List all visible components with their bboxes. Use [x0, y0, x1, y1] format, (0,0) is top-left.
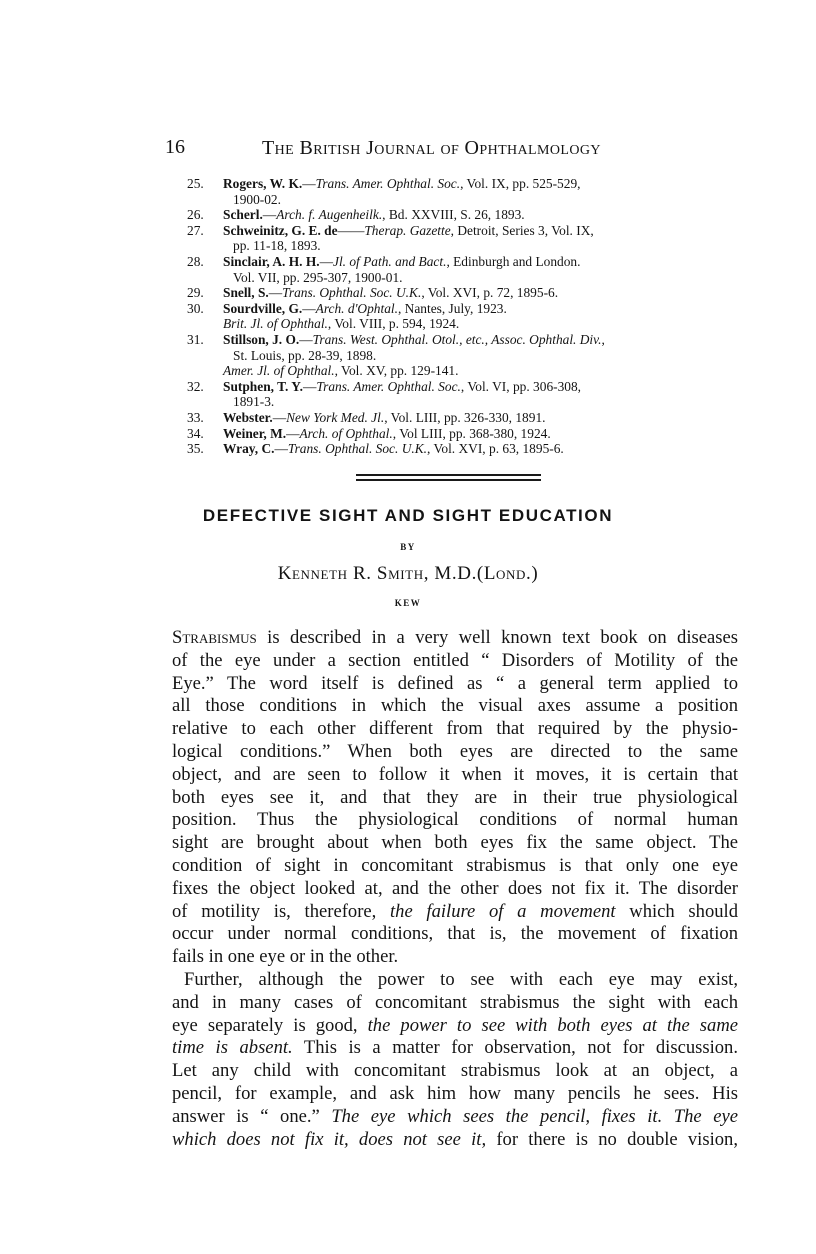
text-run: , Vol. IX, pp. 525-529, [460, 176, 581, 191]
ref-author: Sourdville, G. [223, 300, 303, 316]
text-run: , Bd. XXVIII, S. 26, 1893. [382, 207, 525, 223]
text-run: — [272, 409, 287, 425]
text-run: Strabismus [172, 627, 257, 648]
reference-line [223, 316, 747, 332]
text-run: , [601, 331, 605, 347]
reference-entry [187, 441, 747, 457]
text-run: object, and are seen to follow it when it moves, it is certain that [172, 763, 738, 785]
text-run: of the eye under a section entitled “ Disorders of Motility of the [172, 649, 738, 671]
text-line [172, 878, 738, 901]
ref-author: Rogers, W. K. [223, 176, 303, 191]
text-run: position. Thus the physiological conditions of normal human [172, 809, 738, 831]
text-run: , Vol. VI, pp. 306-308, [460, 378, 582, 394]
reference-number: 26. [187, 207, 204, 223]
italic-text: New York Med. Jl. [286, 409, 385, 425]
text-run: 1891-3. [233, 394, 275, 410]
text-run: , Vol. VIII, p. 594, 1924. [327, 316, 460, 332]
text-line [172, 1129, 738, 1152]
reference-entry [187, 410, 747, 426]
section-divider-top [356, 474, 541, 476]
italic-text: Jl. of Path. and Bact. [333, 253, 447, 269]
reference-entry [187, 223, 747, 254]
text-line [172, 901, 738, 924]
text-line [172, 650, 738, 673]
italic-text: which does not fix it, does not see it, [172, 1128, 487, 1150]
text-run: and in many cases of concomitant strabismus the sight with each [172, 991, 738, 1013]
text-run: pencil, for example, and ask him how many pencils he sees. His [172, 1082, 738, 1104]
text-run: relative to each other different from that required by the physio- [172, 718, 738, 740]
reference-number: 33. [187, 409, 204, 425]
text-run: — [268, 285, 283, 301]
text-run: of motility is, therefore, [172, 900, 390, 922]
text-run: — [319, 253, 333, 269]
text-line [172, 1060, 738, 1083]
text-run: condition of sight in concomitant strabismus is that only one eye [172, 854, 738, 876]
italic-text: Trans. Amer. Ophthal. Soc. [315, 176, 461, 191]
ref-author: Weiner, M. [223, 425, 287, 441]
text-run: 1900-02. [233, 191, 281, 207]
italic-text: Trans. Amer. Ophthal. Soc. [316, 378, 461, 394]
text-line [172, 627, 738, 650]
italic-text: Trans. Ophthal. Soc. U.K. [287, 441, 427, 457]
reference-line [223, 410, 747, 426]
reference-entry [187, 285, 747, 301]
reference-line [223, 301, 747, 317]
italic-text: Arch. d'Ophtal. [315, 300, 398, 316]
text-line [172, 832, 738, 855]
page-number: 16 [165, 136, 185, 158]
body-paragraph [172, 969, 738, 1151]
italic-text: Arch. of Ophthal. [299, 425, 393, 441]
text-line [172, 718, 738, 741]
text-run: , Vol. XV, pp. 129-141. [334, 363, 459, 379]
text-run: , Detroit, Series 3, Vol. IX, [450, 222, 594, 238]
reference-line [223, 441, 747, 457]
text-run: occur under normal conditions, that is, the movement of fixation [172, 923, 738, 945]
text-run: sight are brought about when both eyes fix the same object. The [172, 832, 738, 854]
italic-text: time is absent. [172, 1037, 293, 1059]
article-title: DEFECTIVE SIGHT AND SIGHT EDUCATION [202, 506, 614, 525]
reference-entry [187, 426, 747, 442]
text-line [172, 1037, 738, 1060]
reference-number: 29. [187, 285, 204, 301]
text-line [172, 855, 738, 878]
text-run: , Vol. XVI, p. 63, 1895-6. [427, 441, 564, 457]
text-run: which should [615, 900, 739, 922]
reference-entry [187, 254, 747, 285]
text-line [172, 946, 738, 969]
reference-list [187, 176, 747, 457]
page-header [165, 136, 735, 160]
text-run: — [286, 425, 300, 441]
reference-number: 35. [187, 441, 204, 457]
text-line [172, 741, 738, 764]
text-run: logical conditions.” When both eyes are directed to the same [172, 740, 738, 762]
reference-number: 32. [187, 378, 204, 394]
text-line [172, 1083, 738, 1106]
by-line: BY [400, 542, 416, 552]
reference-entry [187, 176, 747, 207]
text-run: — [302, 300, 316, 316]
text-line [172, 969, 738, 992]
italic-text: Brit. Jl. of Ophthal. [223, 316, 328, 332]
reference-number: 25. [187, 176, 204, 191]
text-run: , Nantes, July, 1923. [397, 300, 507, 316]
reference-entry [187, 301, 747, 332]
text-line [172, 923, 738, 946]
text-line [172, 992, 738, 1015]
ref-author: Sutphen, T. Y. [223, 378, 304, 394]
text-run: This is a matter for observation, not for discussion. [292, 1037, 739, 1059]
text-run: fails in one eye or in the other. [172, 946, 399, 968]
reference-entry [187, 207, 747, 223]
text-line [172, 809, 738, 832]
italic-text: the power to see with both eyes at the same [367, 1014, 738, 1036]
text-run: — [274, 441, 288, 457]
text-run: —— [337, 222, 365, 238]
reference-number: 30. [187, 300, 204, 316]
text-line [172, 1015, 738, 1038]
author-name: Kenneth R. Smith, M.D.(Lond.) [277, 563, 539, 584]
text-line [172, 1106, 738, 1129]
reference-line [223, 270, 747, 286]
running-title: The British Journal of Ophthalmology [262, 137, 601, 159]
text-run: Eye.” The word itself is defined as “ a general term applied to [172, 672, 738, 694]
ref-author: Wray, C. [223, 441, 275, 457]
text-run: is described in a very well known text book on diseases [256, 627, 738, 648]
italic-text: Therap. Gazette [364, 222, 451, 238]
text-line [172, 787, 738, 810]
reference-number: 27. [187, 222, 204, 238]
reference-entry [187, 379, 747, 410]
text-run: — [303, 378, 317, 394]
reference-line [223, 394, 747, 410]
text-run: , Vol LIII, pp. 368-380, 1924. [392, 425, 551, 441]
reference-line [223, 207, 747, 223]
text-run: — [299, 331, 313, 347]
ref-author: Scherl. [223, 207, 263, 223]
reference-number: 31. [187, 331, 204, 347]
italic-text: The eye which sees the pencil, fixes it. The eye [331, 1105, 739, 1127]
text-run: Let any child with concomitant strabismus look at an object, a [172, 1060, 738, 1082]
text-run: , Edinburgh and London. [446, 253, 581, 269]
text-run: pp. 11-18, 1893. [233, 238, 321, 254]
ref-author: Webster. [223, 409, 273, 425]
text-run: , Vol. LIII, pp. 326-330, 1891. [384, 409, 546, 425]
text-run: for there is no double vision, [486, 1128, 738, 1150]
text-run: eye separately is good, [172, 1014, 368, 1036]
reference-line [223, 254, 747, 270]
text-run: — [262, 207, 277, 223]
text-run: Vol. VII, pp. 295-307, 1900-01. [233, 269, 403, 285]
ref-author: Stillson, J. O. [223, 331, 300, 347]
body-paragraph [172, 627, 738, 969]
text-run: St. Louis, pp. 28-39, 1898. [233, 347, 377, 363]
ref-author: Schweinitz, G. E. de [223, 222, 338, 238]
reference-number: 28. [187, 253, 204, 269]
reference-line [223, 192, 747, 208]
reference-line [223, 363, 747, 379]
italic-text: Trans. Ophthal. Soc. U.K. [282, 285, 422, 301]
reference-line [223, 238, 747, 254]
italic-text: Amer. Jl. of Ophthal. [223, 363, 335, 379]
reference-number: 34. [187, 425, 204, 441]
text-run: answer is “ one.” [172, 1105, 332, 1127]
reference-line [223, 348, 747, 364]
text-run: fixes the object looked at, and the other does not fix it. The disorder [172, 877, 738, 899]
ref-author: Snell, S. [223, 285, 269, 301]
reference-line [223, 176, 747, 192]
article-body [172, 627, 738, 1151]
author-location: KEW [394, 598, 422, 608]
reference-line [223, 332, 747, 348]
text-line [172, 695, 738, 718]
section-divider-bottom [356, 479, 541, 481]
text-line [172, 764, 738, 787]
reference-line [223, 426, 747, 442]
text-run: both eyes see it, and that they are in their true physiological [172, 786, 738, 808]
reference-line [223, 379, 747, 395]
text-run: , Vol. XVI, p. 72, 1895-6. [421, 285, 559, 301]
text-run: Further, although the power to see with each eye may exist, [184, 968, 738, 990]
reference-entry [187, 332, 747, 379]
reference-line [223, 223, 747, 239]
text-run: — [302, 176, 316, 191]
italic-text: Trans. West. Ophthal. Otol., etc., Assoc. Ophthal. Div. [312, 331, 602, 347]
text-line [172, 673, 738, 696]
italic-text: Arch. f. Augenheilk. [276, 207, 383, 223]
reference-line [223, 285, 747, 301]
italic-text: the failure of a movement [390, 900, 616, 922]
text-run: all those conditions in which the visual axes assume a position [172, 695, 738, 717]
ref-author: Sinclair, A. H. H. [223, 253, 320, 269]
